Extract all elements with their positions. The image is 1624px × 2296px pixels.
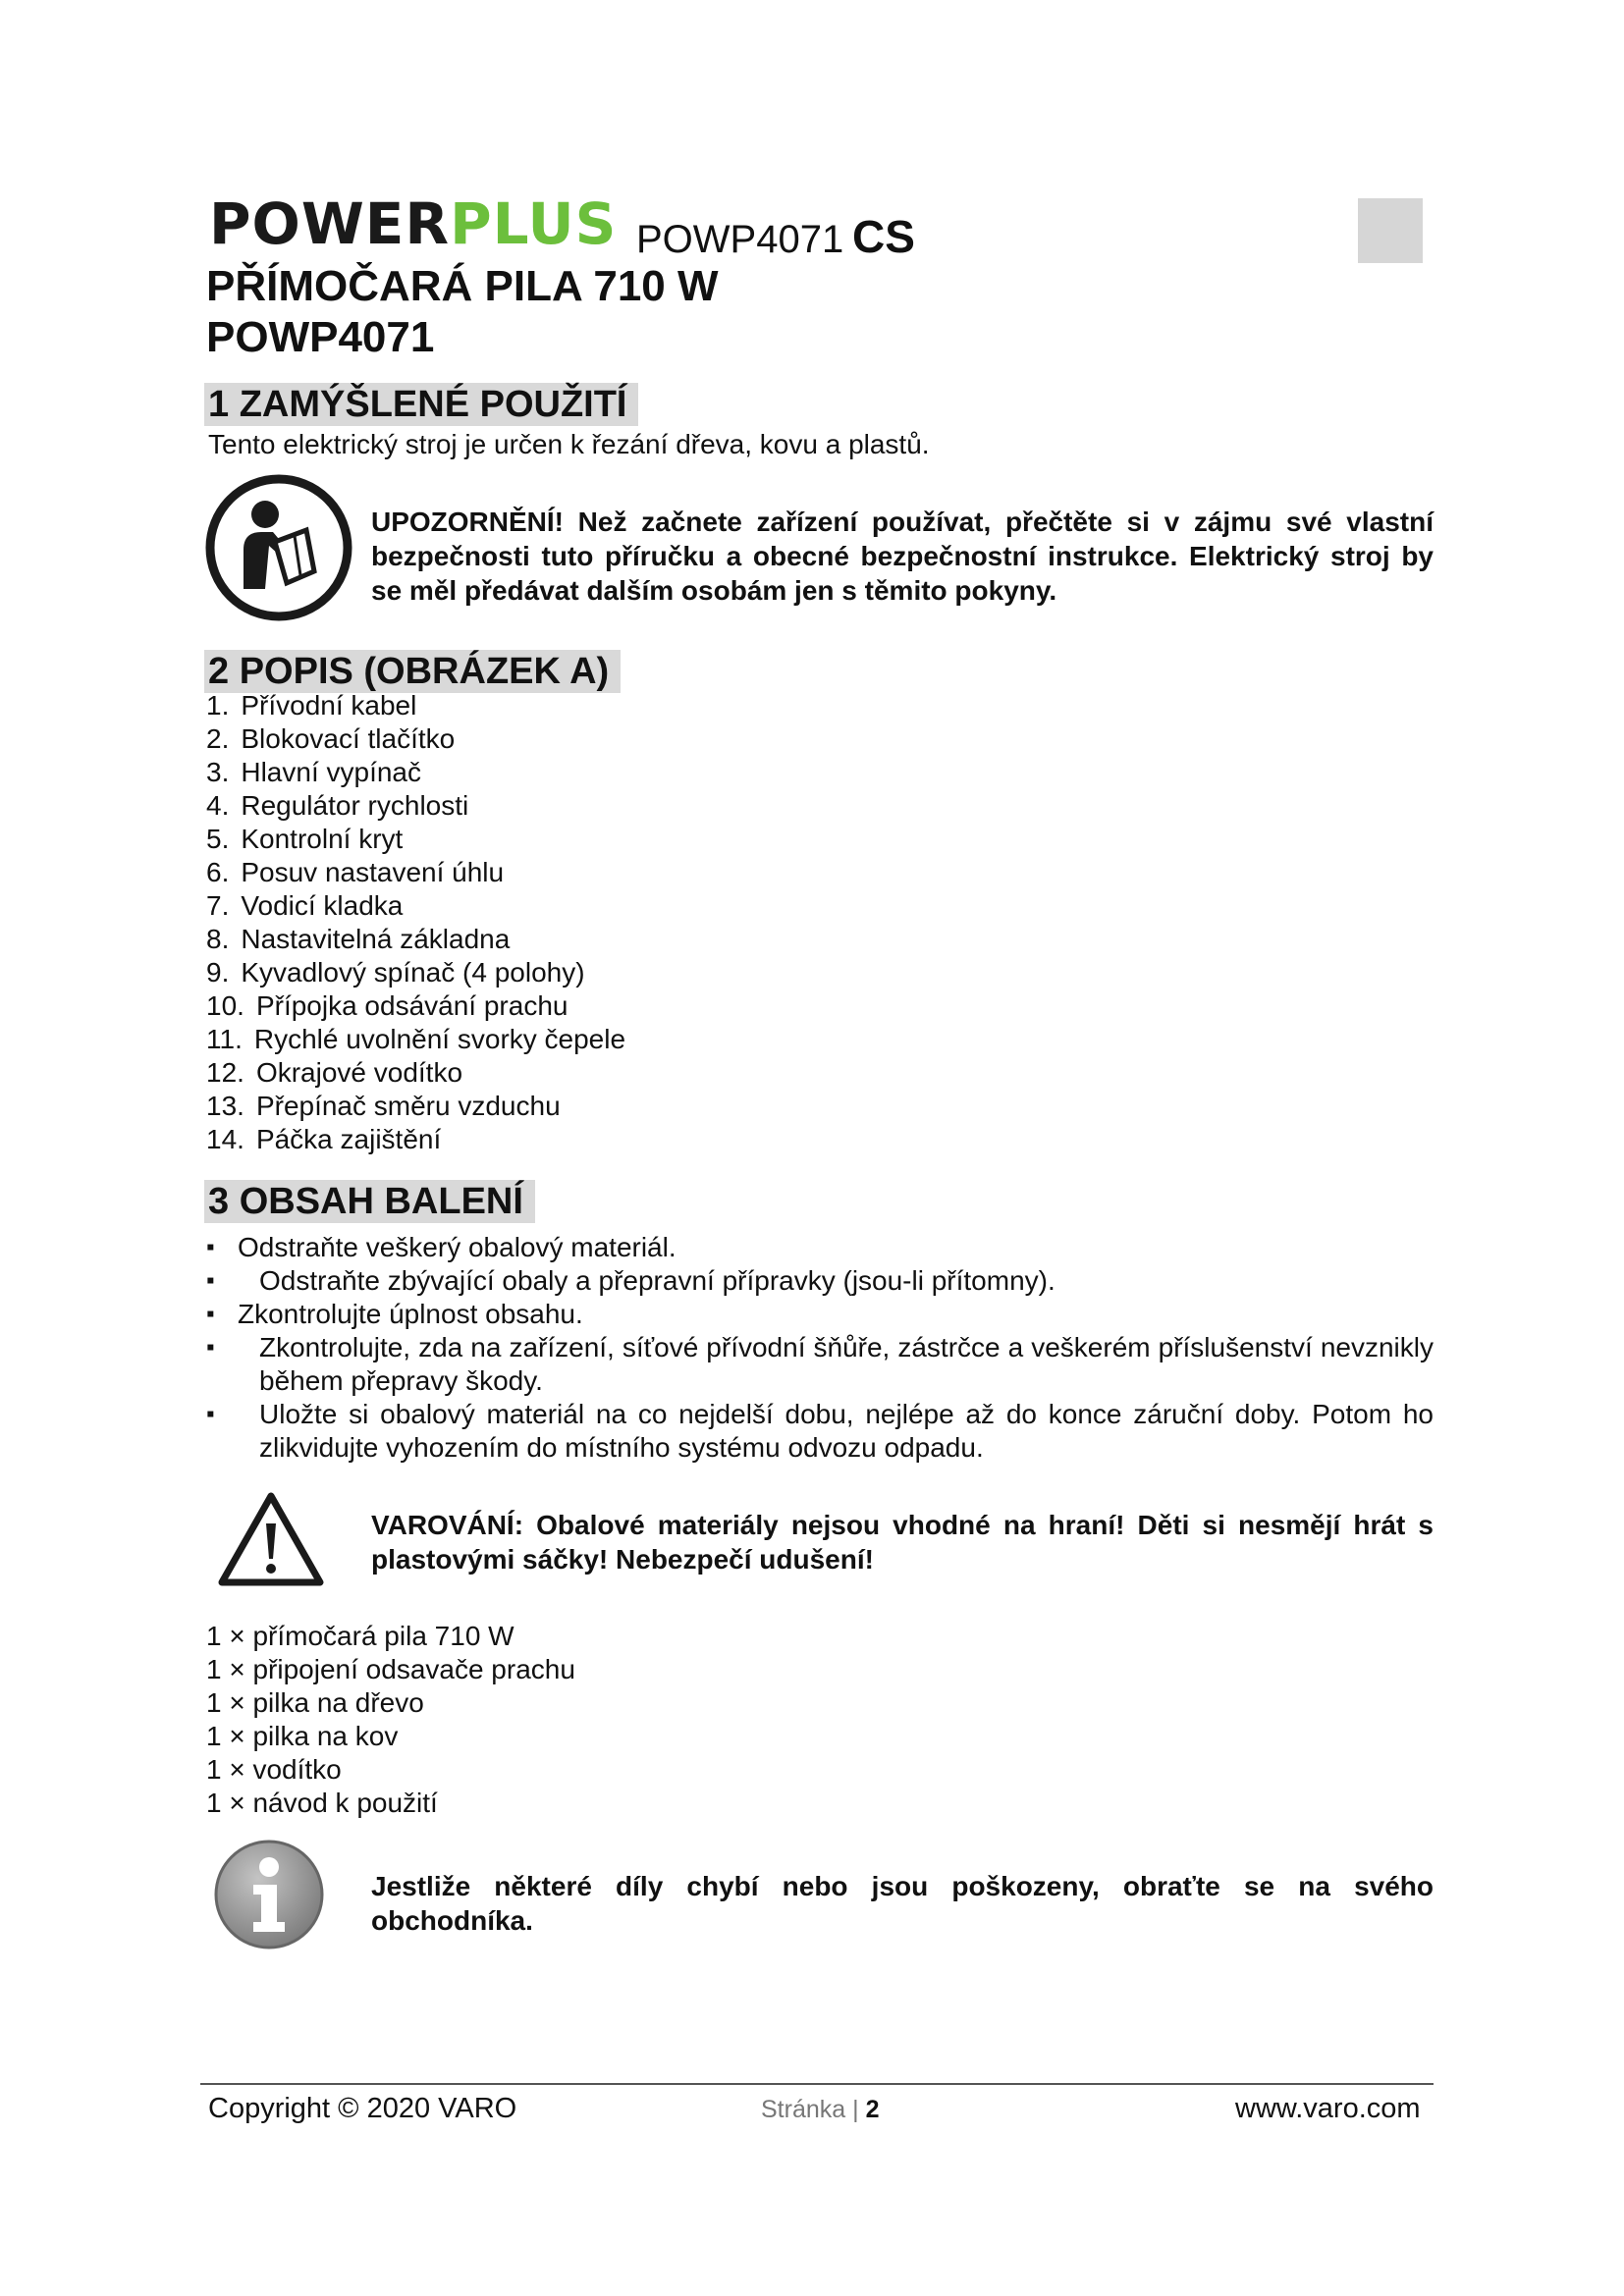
footer-website-link[interactable]: www.varo.com bbox=[1235, 2093, 1421, 2124]
list-item: ▪ Odstraňte zbývající obaly a přepravní přípravky (jsou-li přítomny). bbox=[206, 1264, 1434, 1298]
item-number: 5. bbox=[206, 824, 230, 854]
list-item: 1 × návod k použití bbox=[206, 1788, 438, 1818]
item-number: 13. bbox=[206, 1091, 244, 1121]
item-label: Kyvadlový spínač (4 polohy) bbox=[241, 957, 585, 988]
list-item: 1 × připojení odsavače prachu bbox=[206, 1654, 575, 1684]
list-item bbox=[206, 923, 625, 956]
list-item bbox=[206, 1056, 625, 1090]
warning-triangle-icon bbox=[216, 1490, 326, 1588]
intended-use-text: Tento elektrický stroj je určen k řezání dřeva, kovu a plastů. bbox=[208, 429, 930, 459]
item-label: Posuv nastavení úhlu bbox=[241, 857, 505, 887]
item-label: Páčka zajištění bbox=[255, 1124, 442, 1154]
language-code: CS bbox=[852, 211, 915, 262]
list-item bbox=[206, 889, 625, 923]
list-item bbox=[206, 1090, 625, 1123]
document-title: PŘÍMOČARÁ PILA 710 W bbox=[206, 262, 719, 310]
list-item bbox=[206, 789, 625, 823]
item-label: Rychlé uvolnění svorky čepele bbox=[253, 1024, 626, 1054]
list-item bbox=[206, 689, 625, 722]
item-number: 3. bbox=[206, 757, 230, 787]
item-label: Přepínač směru vzduchu bbox=[255, 1091, 561, 1121]
item-number: 1. bbox=[206, 690, 230, 721]
logo-plus-text: PLUS bbox=[450, 190, 618, 257]
item-label: Blokovací tlačítko bbox=[241, 723, 456, 754]
list-item bbox=[206, 722, 625, 756]
document-header bbox=[209, 192, 1427, 271]
item-label: Okrajové vodítko bbox=[255, 1057, 463, 1088]
list-item: 1 × vodítko bbox=[206, 1754, 342, 1785]
list-item bbox=[206, 823, 625, 856]
list-item bbox=[206, 956, 625, 989]
section-heading-description: 2 POPIS (OBRÁZEK A) bbox=[204, 650, 621, 693]
section-heading-intended-use: 1 ZAMÝŠLENÉ POUŽITÍ bbox=[204, 383, 638, 426]
item-number: 14. bbox=[206, 1124, 244, 1154]
footer-page-indicator bbox=[761, 2093, 879, 2126]
item-label: Nastavitelná základna bbox=[241, 924, 511, 954]
info-icon bbox=[212, 1838, 326, 1951]
list-item: ▪ Uložte si obalový materiál na co nejdelší dobu, nejlépe až do konce záruční doby. Potom ho zlikvidujte vyhozením do místního systému odvozu odpadu. bbox=[206, 1398, 1434, 1465]
model-code: POWP4071 bbox=[636, 218, 844, 261]
item-label: Přípojka odsávání prachu bbox=[255, 990, 568, 1021]
list-item bbox=[206, 1123, 625, 1156]
item-number: 8. bbox=[206, 924, 230, 954]
list-item: 1 × přímočará pila 710 W bbox=[206, 1621, 514, 1651]
powerplus-logo bbox=[209, 192, 617, 255]
read-manual-icon bbox=[204, 473, 353, 622]
page-number: 2 bbox=[865, 2096, 880, 2123]
item-label: Regulátor rychlosti bbox=[241, 790, 469, 821]
list-item bbox=[206, 756, 625, 789]
corner-tab-marker bbox=[1358, 198, 1423, 263]
list-item: ▪ Zkontrolujte úplnost obsahu. bbox=[206, 1298, 1434, 1331]
item-number: 12. bbox=[206, 1057, 244, 1088]
section-heading-package-contents: 3 OBSAH BALENÍ bbox=[204, 1180, 535, 1223]
list-item bbox=[206, 856, 625, 889]
item-label: Kontrolní kryt bbox=[241, 824, 404, 854]
list-item bbox=[206, 989, 625, 1023]
page-label: Stránka bbox=[761, 2096, 846, 2123]
list-item: 1 × pilka na dřevo bbox=[206, 1687, 424, 1718]
package-contents-list bbox=[206, 1620, 575, 1820]
logo-power-text: POWER bbox=[209, 190, 451, 257]
read-manual-notice: UPOZORNĚNÍ! Než začnete zařízení používat, přečtěte si v zájmu své vlastní bezpečnosti tuto příručku a obecné bezpečnostní instrukce. Elektrický stroj by se měl předávat dalším osobám jen s těmito pokyny. bbox=[371, 507, 1434, 606]
item-label: Hlavní vypínač bbox=[241, 757, 421, 787]
footer-divider bbox=[200, 2083, 1434, 2085]
item-number: 2. bbox=[206, 723, 230, 754]
unpacking-instructions bbox=[206, 1231, 1434, 1465]
item-number: 11. bbox=[206, 1024, 243, 1054]
item-number: 4. bbox=[206, 790, 230, 821]
footer-copyright: Copyright © 2020 VARO bbox=[208, 2093, 517, 2124]
missing-parts-info: Jestliže některé díly chybí nebo jsou poškozeny, obraťte se na svého obchodníka. bbox=[371, 1871, 1434, 1936]
list-item: ▪ Zkontrolujte, zda na zařízení, síťové přívodní šňůře, zástrčce a veškerém příslušenství nevznikly během přepravy škody. bbox=[206, 1331, 1434, 1398]
item-number: 9. bbox=[206, 957, 230, 988]
list-item: 1 × pilka na kov bbox=[206, 1721, 399, 1751]
packaging-warning: VAROVÁNÍ: Obalové materiály nejsou vhodné na hraní! Děti si nesmějí hrát s plastovými sáčky! Nebezpečí udušení! bbox=[371, 1510, 1434, 1575]
list-item bbox=[206, 1023, 625, 1056]
page-separator: | bbox=[852, 2096, 859, 2123]
parts-list bbox=[206, 689, 625, 1156]
list-item: ▪ Odstraňte veškerý obalový materiál. bbox=[206, 1231, 1434, 1264]
document-subtitle-model: POWP4071 bbox=[206, 313, 435, 361]
item-number: 6. bbox=[206, 857, 230, 887]
item-number: 7. bbox=[206, 890, 230, 921]
item-label: Přívodní kabel bbox=[241, 690, 417, 721]
item-number: 10. bbox=[206, 990, 244, 1021]
item-label: Vodicí kladka bbox=[241, 890, 404, 921]
